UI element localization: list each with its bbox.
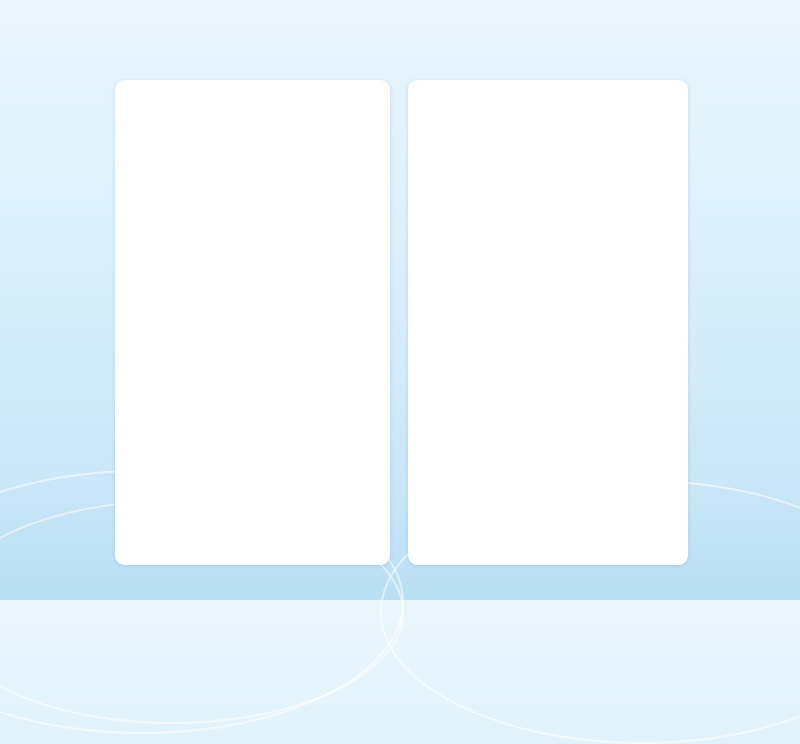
nutrition-table-right: [408, 80, 688, 565]
nutrition-table-left: [115, 80, 390, 565]
